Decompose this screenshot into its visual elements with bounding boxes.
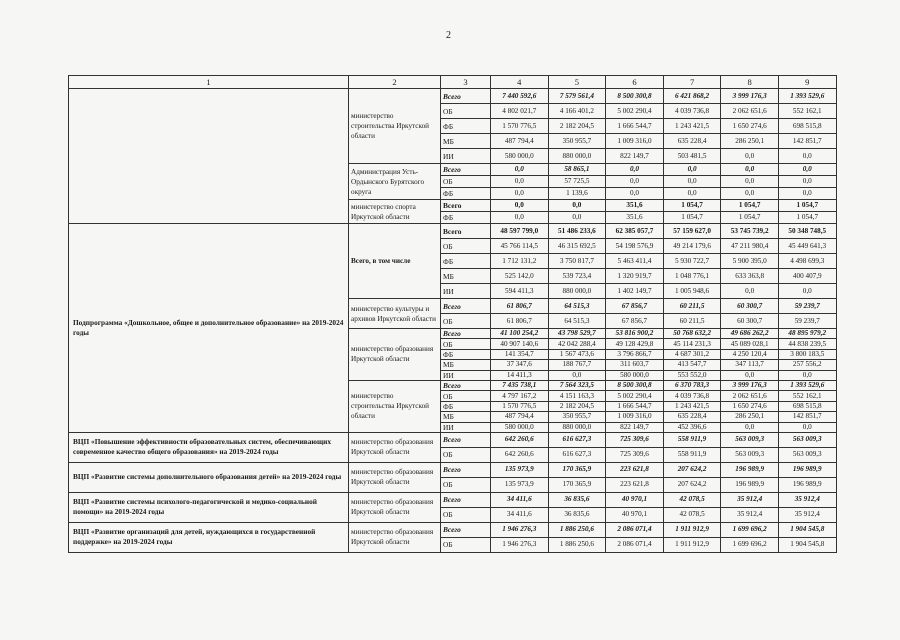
amount-cell: 67 856,7 [606,299,664,314]
funding-table [68,75,837,553]
vcp-title: ВЦП «Повышение эффективности образовательных систем, обеспечивающих современное качество общего образования» на 2019-2024 годы [69,432,349,462]
amount-cell: 7 435 738,1 [491,380,549,390]
amount-cell: 5 930 722,7 [663,254,721,269]
amount-cell: 60 211,5 [663,314,721,329]
amount-cell: 40 970,1 [606,492,664,507]
funding-source-cell: Всего [441,224,491,239]
amount-cell: 311 603,7 [606,360,664,370]
amount-cell: 170 365,9 [548,462,606,477]
amount-cell: 558 911,9 [663,447,721,462]
amount-cell: 1 402 149,7 [606,284,664,299]
agency-cell: Администрация Усть-Ордынского Бурятского округа [349,164,441,200]
amount-cell: 642 260,6 [491,432,549,447]
amount-cell: 5 900 395,0 [721,254,779,269]
amount-cell: 42 042 288,4 [548,339,606,349]
amount-cell: 47 211 980,4 [721,239,779,254]
amount-cell: 8 500 300,8 [606,380,664,390]
table-row [69,462,837,477]
amount-cell: 0,0 [491,188,549,200]
amount-cell: 40 970,1 [606,507,664,522]
funding-source-cell: ОБ [441,447,491,462]
amount-cell: 7 440 592,6 [491,89,549,104]
agency-cell: министерство строительства Иркутской области [349,89,441,164]
amount-cell: 452 396,6 [663,422,721,432]
funding-source-cell: ИИ [441,422,491,432]
amount-cell: 49 686 262,2 [721,329,779,339]
agency-cell: министерство спорта Иркутской области [349,200,441,224]
funding-source-cell: ИИ [441,370,491,380]
amount-cell: 1 009 316,0 [606,412,664,422]
funding-source-cell: ФБ [441,401,491,411]
amount-cell: 60 211,5 [663,299,721,314]
amount-cell: 48 895 979,2 [778,329,836,339]
funding-source-cell: МБ [441,360,491,370]
amount-cell: 633 363,8 [721,269,779,284]
amount-cell: 64 515,3 [548,299,606,314]
amount-cell: 223 621,8 [606,477,664,492]
amount-cell: 286 250,1 [721,412,779,422]
amount-cell: 413 547,7 [663,360,721,370]
amount-cell: 35 912,4 [778,492,836,507]
agency-cell: министерство образования Иркутской области [349,432,441,462]
amount-cell: 1 911 912,9 [663,537,721,552]
funding-source-cell: ОБ [441,314,491,329]
amount-cell: 53 745 739,2 [721,224,779,239]
amount-cell: 0,0 [548,200,606,212]
amount-cell: 196 989,9 [721,462,779,477]
amount-cell: 1 911 912,9 [663,522,721,537]
amount-cell: 0,0 [721,284,779,299]
amount-cell: 880 000,0 [548,284,606,299]
amount-cell: 400 407,9 [778,269,836,284]
amount-cell: 1 712 131,2 [491,254,549,269]
amount-cell: 0,0 [721,422,779,432]
amount-cell: 58 865,1 [548,164,606,176]
funding-source-cell: ИИ [441,284,491,299]
funding-source-cell: ОБ [441,391,491,401]
funding-source-cell: МБ [441,134,491,149]
amount-cell: 0,0 [491,164,549,176]
amount-cell: 1 699 696,2 [721,522,779,537]
amount-cell: 42 078,5 [663,492,721,507]
amount-cell: 0,0 [778,149,836,164]
amount-cell: 525 142,0 [491,269,549,284]
amount-cell: 135 973,9 [491,462,549,477]
amount-cell: 580 000,0 [491,422,549,432]
amount-cell: 36 835,6 [548,492,606,507]
amount-cell: 45 766 114,5 [491,239,549,254]
amount-cell: 207 624,2 [663,462,721,477]
funding-source-cell: ОБ [441,104,491,119]
page-number: 2 [446,30,451,41]
funding-source-cell: ФБ [441,254,491,269]
amount-cell: 0,0 [778,284,836,299]
amount-cell: 3 999 176,3 [721,380,779,390]
amount-cell: 170 365,9 [548,477,606,492]
amount-cell: 5 463 411,4 [606,254,664,269]
funding-source-cell: ФБ [441,349,491,359]
funding-source-cell: ОБ [441,537,491,552]
funding-source-cell: ФБ [441,188,491,200]
amount-cell: 0,0 [778,164,836,176]
amount-cell: 3 800 183,5 [778,349,836,359]
amount-cell: 37 347,6 [491,360,549,370]
amount-cell: 563 009,3 [778,447,836,462]
amount-cell: 1 139,6 [548,188,606,200]
amount-cell: 0,0 [721,370,779,380]
amount-cell: 2 086 071,4 [606,537,664,552]
amount-cell: 60 300,7 [721,314,779,329]
amount-cell: 1 243 421,5 [663,119,721,134]
funding-source-cell: ОБ [441,239,491,254]
amount-cell: 822 149,7 [606,149,664,164]
amount-cell: 1 054,7 [721,200,779,212]
column-header: 7 [663,76,721,89]
amount-cell: 563 009,3 [721,432,779,447]
subprogram-title: Подпрограмма «Дошкольное, общее и дополнительное образование» на 2019-2024 годы [69,224,349,433]
amount-cell: 4 039 736,8 [663,104,721,119]
amount-cell: 49 128 429,8 [606,339,664,349]
amount-cell: 347 113,7 [721,360,779,370]
amount-cell: 539 723,4 [548,269,606,284]
amount-cell: 62 385 057,7 [606,224,664,239]
column-header: 4 [491,76,549,89]
amount-cell: 36 835,6 [548,507,606,522]
amount-cell: 553 552,0 [663,370,721,380]
funding-source-cell: Всего [441,299,491,314]
amount-cell: 580 000,0 [606,370,664,380]
amount-cell: 487 794,4 [491,134,549,149]
amount-cell: 142 851,7 [778,412,836,422]
amount-cell: 0,0 [721,149,779,164]
funding-source-cell: ФБ [441,119,491,134]
agency-cell: Всего, в том числе [349,224,441,299]
amount-cell: 14 411,3 [491,370,549,380]
amount-cell: 503 481,5 [663,149,721,164]
amount-cell: 1 666 544,7 [606,119,664,134]
funding-source-cell: Всего [441,164,491,176]
amount-cell: 580 000,0 [491,149,549,164]
agency-cell: министерство образования Иркутской области [349,462,441,492]
amount-cell: 0,0 [606,188,664,200]
amount-cell: 223 621,8 [606,462,664,477]
amount-cell: 1 393 529,6 [778,89,836,104]
agency-cell: министерство образования Иркутской области [349,329,441,381]
amount-cell: 1 666 544,7 [606,401,664,411]
amount-cell: 61 806,7 [491,299,549,314]
amount-cell: 40 907 140,6 [491,339,549,349]
funding-source-cell: ОБ [441,507,491,522]
funding-source-cell: Всего [441,89,491,104]
amount-cell: 351,6 [606,200,664,212]
amount-cell: 594 411,3 [491,284,549,299]
funding-source-cell: Всего [441,492,491,507]
amount-cell: 142 851,7 [778,134,836,149]
amount-cell: 1 570 776,5 [491,119,549,134]
amount-cell: 698 515,8 [778,119,836,134]
amount-cell: 59 239,7 [778,314,836,329]
amount-cell: 880 000,0 [548,149,606,164]
amount-cell: 635 228,4 [663,412,721,422]
amount-cell: 1 048 776,1 [663,269,721,284]
amount-cell: 57 725,5 [548,176,606,188]
amount-cell: 350 955,7 [548,134,606,149]
amount-cell: 196 989,9 [778,477,836,492]
amount-cell: 0,0 [778,370,836,380]
column-header: 5 [548,76,606,89]
column-header: 1 [69,76,349,89]
agency-cell: министерство образования Иркутской области [349,522,441,552]
amount-cell: 616 627,3 [548,432,606,447]
amount-cell: 286 250,1 [721,134,779,149]
amount-cell: 4 166 401,2 [548,104,606,119]
funding-source-cell: Всего [441,432,491,447]
amount-cell: 3 796 866,7 [606,349,664,359]
table-body [69,89,837,553]
amount-cell: 35 912,4 [721,507,779,522]
amount-cell: 822 149,7 [606,422,664,432]
amount-cell: 0,0 [548,212,606,224]
amount-cell: 1 054,7 [721,212,779,224]
agency-cell: министерство образования Иркутской области [349,492,441,522]
amount-cell: 6 370 783,3 [663,380,721,390]
amount-cell: 1 904 545,8 [778,522,836,537]
column-header: 6 [606,76,664,89]
amount-cell: 1 886 250,6 [548,522,606,537]
amount-cell: 1 946 276,3 [491,537,549,552]
amount-cell: 42 078,5 [663,507,721,522]
amount-cell: 2 062 651,6 [721,391,779,401]
amount-cell: 188 767,7 [548,360,606,370]
amount-cell: 2 086 071,4 [606,522,664,537]
amount-cell: 1 567 473,6 [548,349,606,359]
amount-cell: 4 039 736,8 [663,391,721,401]
amount-cell: 61 806,7 [491,314,549,329]
amount-cell: 46 315 692,5 [548,239,606,254]
amount-cell: 4 687 301,2 [663,349,721,359]
amount-cell: 4 797 167,2 [491,391,549,401]
amount-cell: 49 214 179,6 [663,239,721,254]
amount-cell: 635 228,4 [663,134,721,149]
amount-cell: 0,0 [721,164,779,176]
amount-cell: 1 650 274,6 [721,401,779,411]
amount-cell: 60 300,7 [721,299,779,314]
amount-cell: 0,0 [778,188,836,200]
funding-source-cell: ФБ [441,212,491,224]
amount-cell: 4 151 163,3 [548,391,606,401]
amount-cell: 616 627,3 [548,447,606,462]
amount-cell: 1 243 421,5 [663,401,721,411]
amount-cell: 351,6 [606,212,664,224]
amount-cell: 35 912,4 [778,507,836,522]
amount-cell: 57 159 627,0 [663,224,721,239]
amount-cell: 35 912,4 [721,492,779,507]
funding-source-cell: Всего [441,200,491,212]
amount-cell: 552 162,1 [778,104,836,119]
amount-cell: 5 002 290,4 [606,104,664,119]
table-row [69,89,837,104]
funding-source-cell: ОБ [441,176,491,188]
amount-cell: 1 054,7 [778,200,836,212]
amount-cell: 0,0 [663,176,721,188]
vcp-title: ВЦП «Развитие системы дополнительного образования детей» на 2019-2024 годы [69,462,349,492]
amount-cell: 5 002 290,4 [606,391,664,401]
amount-cell: 1 904 545,8 [778,537,836,552]
amount-cell: 0,0 [491,200,549,212]
column-header: 3 [441,76,491,89]
amount-cell: 4 802 021,7 [491,104,549,119]
amount-cell: 51 486 233,6 [548,224,606,239]
amount-cell: 4 250 120,4 [721,349,779,359]
amount-cell: 725 309,6 [606,432,664,447]
amount-cell: 2 062 651,6 [721,104,779,119]
amount-cell: 563 009,3 [778,432,836,447]
agency-cell: министерство культуры и архивов Иркутской области [349,299,441,329]
funding-source-cell: МБ [441,269,491,284]
column-header: 2 [349,76,441,89]
program-cell [69,89,349,224]
amount-cell: 50 768 632,2 [663,329,721,339]
amount-cell: 1 005 948,6 [663,284,721,299]
amount-cell: 34 411,6 [491,507,549,522]
amount-cell: 563 009,3 [721,447,779,462]
amount-cell: 64 515,3 [548,314,606,329]
column-header: 9 [778,76,836,89]
funding-source-cell: МБ [441,412,491,422]
amount-cell: 2 182 204,5 [548,401,606,411]
vcp-title: ВЦП «Развитие системы психолого-педагогической и медико-социальной помощи» на 2019-2024 годы [69,492,349,522]
amount-cell: 1 946 276,3 [491,522,549,537]
amount-cell: 135 973,9 [491,477,549,492]
funding-source-cell: Всего [441,462,491,477]
amount-cell: 0,0 [606,164,664,176]
funding-source-cell: ИИ [441,149,491,164]
table-row [69,492,837,507]
column-header: 8 [721,76,779,89]
amount-cell: 698 515,8 [778,401,836,411]
amount-cell: 48 597 799,0 [491,224,549,239]
amount-cell: 487 794,4 [491,412,549,422]
amount-cell: 0,0 [721,176,779,188]
table-row [69,522,837,537]
amount-cell: 207 624,2 [663,477,721,492]
amount-cell: 7 579 561,4 [548,89,606,104]
amount-cell: 0,0 [548,370,606,380]
amount-cell: 0,0 [778,422,836,432]
table-row [69,432,837,447]
amount-cell: 34 411,6 [491,492,549,507]
amount-cell: 0,0 [491,176,549,188]
amount-cell: 350 955,7 [548,412,606,422]
amount-cell: 45 089 028,1 [721,339,779,349]
amount-cell: 45 449 641,3 [778,239,836,254]
amount-cell: 0,0 [721,188,779,200]
amount-cell: 725 309,6 [606,447,664,462]
amount-cell: 141 354,7 [491,349,549,359]
amount-cell: 0,0 [663,164,721,176]
amount-cell: 2 182 204,5 [548,119,606,134]
funding-source-cell: ОБ [441,339,491,349]
amount-cell: 196 989,9 [778,462,836,477]
amount-cell: 1 320 919,7 [606,269,664,284]
amount-cell: 642 260,6 [491,447,549,462]
funding-source-cell: Всего [441,522,491,537]
amount-cell: 1 699 696,2 [721,537,779,552]
amount-cell: 41 100 254,2 [491,329,549,339]
amount-cell: 45 114 231,3 [663,339,721,349]
funding-source-cell: Всего [441,380,491,390]
amount-cell: 1 393 529,6 [778,380,836,390]
amount-cell: 43 798 529,7 [548,329,606,339]
amount-cell: 4 498 699,3 [778,254,836,269]
amount-cell: 8 500 300,8 [606,89,664,104]
amount-cell: 59 239,7 [778,299,836,314]
table-row [69,224,837,239]
amount-cell: 0,0 [663,188,721,200]
funding-source-cell: ОБ [441,477,491,492]
amount-cell: 1 054,7 [778,212,836,224]
amount-cell: 0,0 [778,176,836,188]
amount-cell: 67 856,7 [606,314,664,329]
amount-cell: 7 564 323,5 [548,380,606,390]
amount-cell: 1 054,7 [663,212,721,224]
amount-cell: 1 570 776,5 [491,401,549,411]
vcp-title: ВЦП «Развитие организаций для детей, нуждающихся в государственной поддержке» на 2019-2024 годы [69,522,349,552]
amount-cell: 44 838 239,5 [778,339,836,349]
amount-cell: 1 886 250,6 [548,537,606,552]
amount-cell: 0,0 [491,212,549,224]
agency-cell: министерство строительства Иркутской области [349,380,441,432]
amount-cell: 257 556,2 [778,360,836,370]
header-row [69,76,837,89]
amount-cell: 6 421 868,2 [663,89,721,104]
amount-cell: 558 911,9 [663,432,721,447]
amount-cell: 1 009 316,0 [606,134,664,149]
amount-cell: 196 989,9 [721,477,779,492]
amount-cell: 880 000,0 [548,422,606,432]
amount-cell: 1 054,7 [663,200,721,212]
amount-cell: 3 999 176,3 [721,89,779,104]
amount-cell: 50 348 748,5 [778,224,836,239]
amount-cell: 3 750 817,7 [548,254,606,269]
amount-cell: 54 198 576,9 [606,239,664,254]
amount-cell: 53 816 900,2 [606,329,664,339]
amount-cell: 552 162,1 [778,391,836,401]
amount-cell: 1 650 274,6 [721,119,779,134]
funding-source-cell: Всего [441,329,491,339]
amount-cell: 0,0 [606,176,664,188]
